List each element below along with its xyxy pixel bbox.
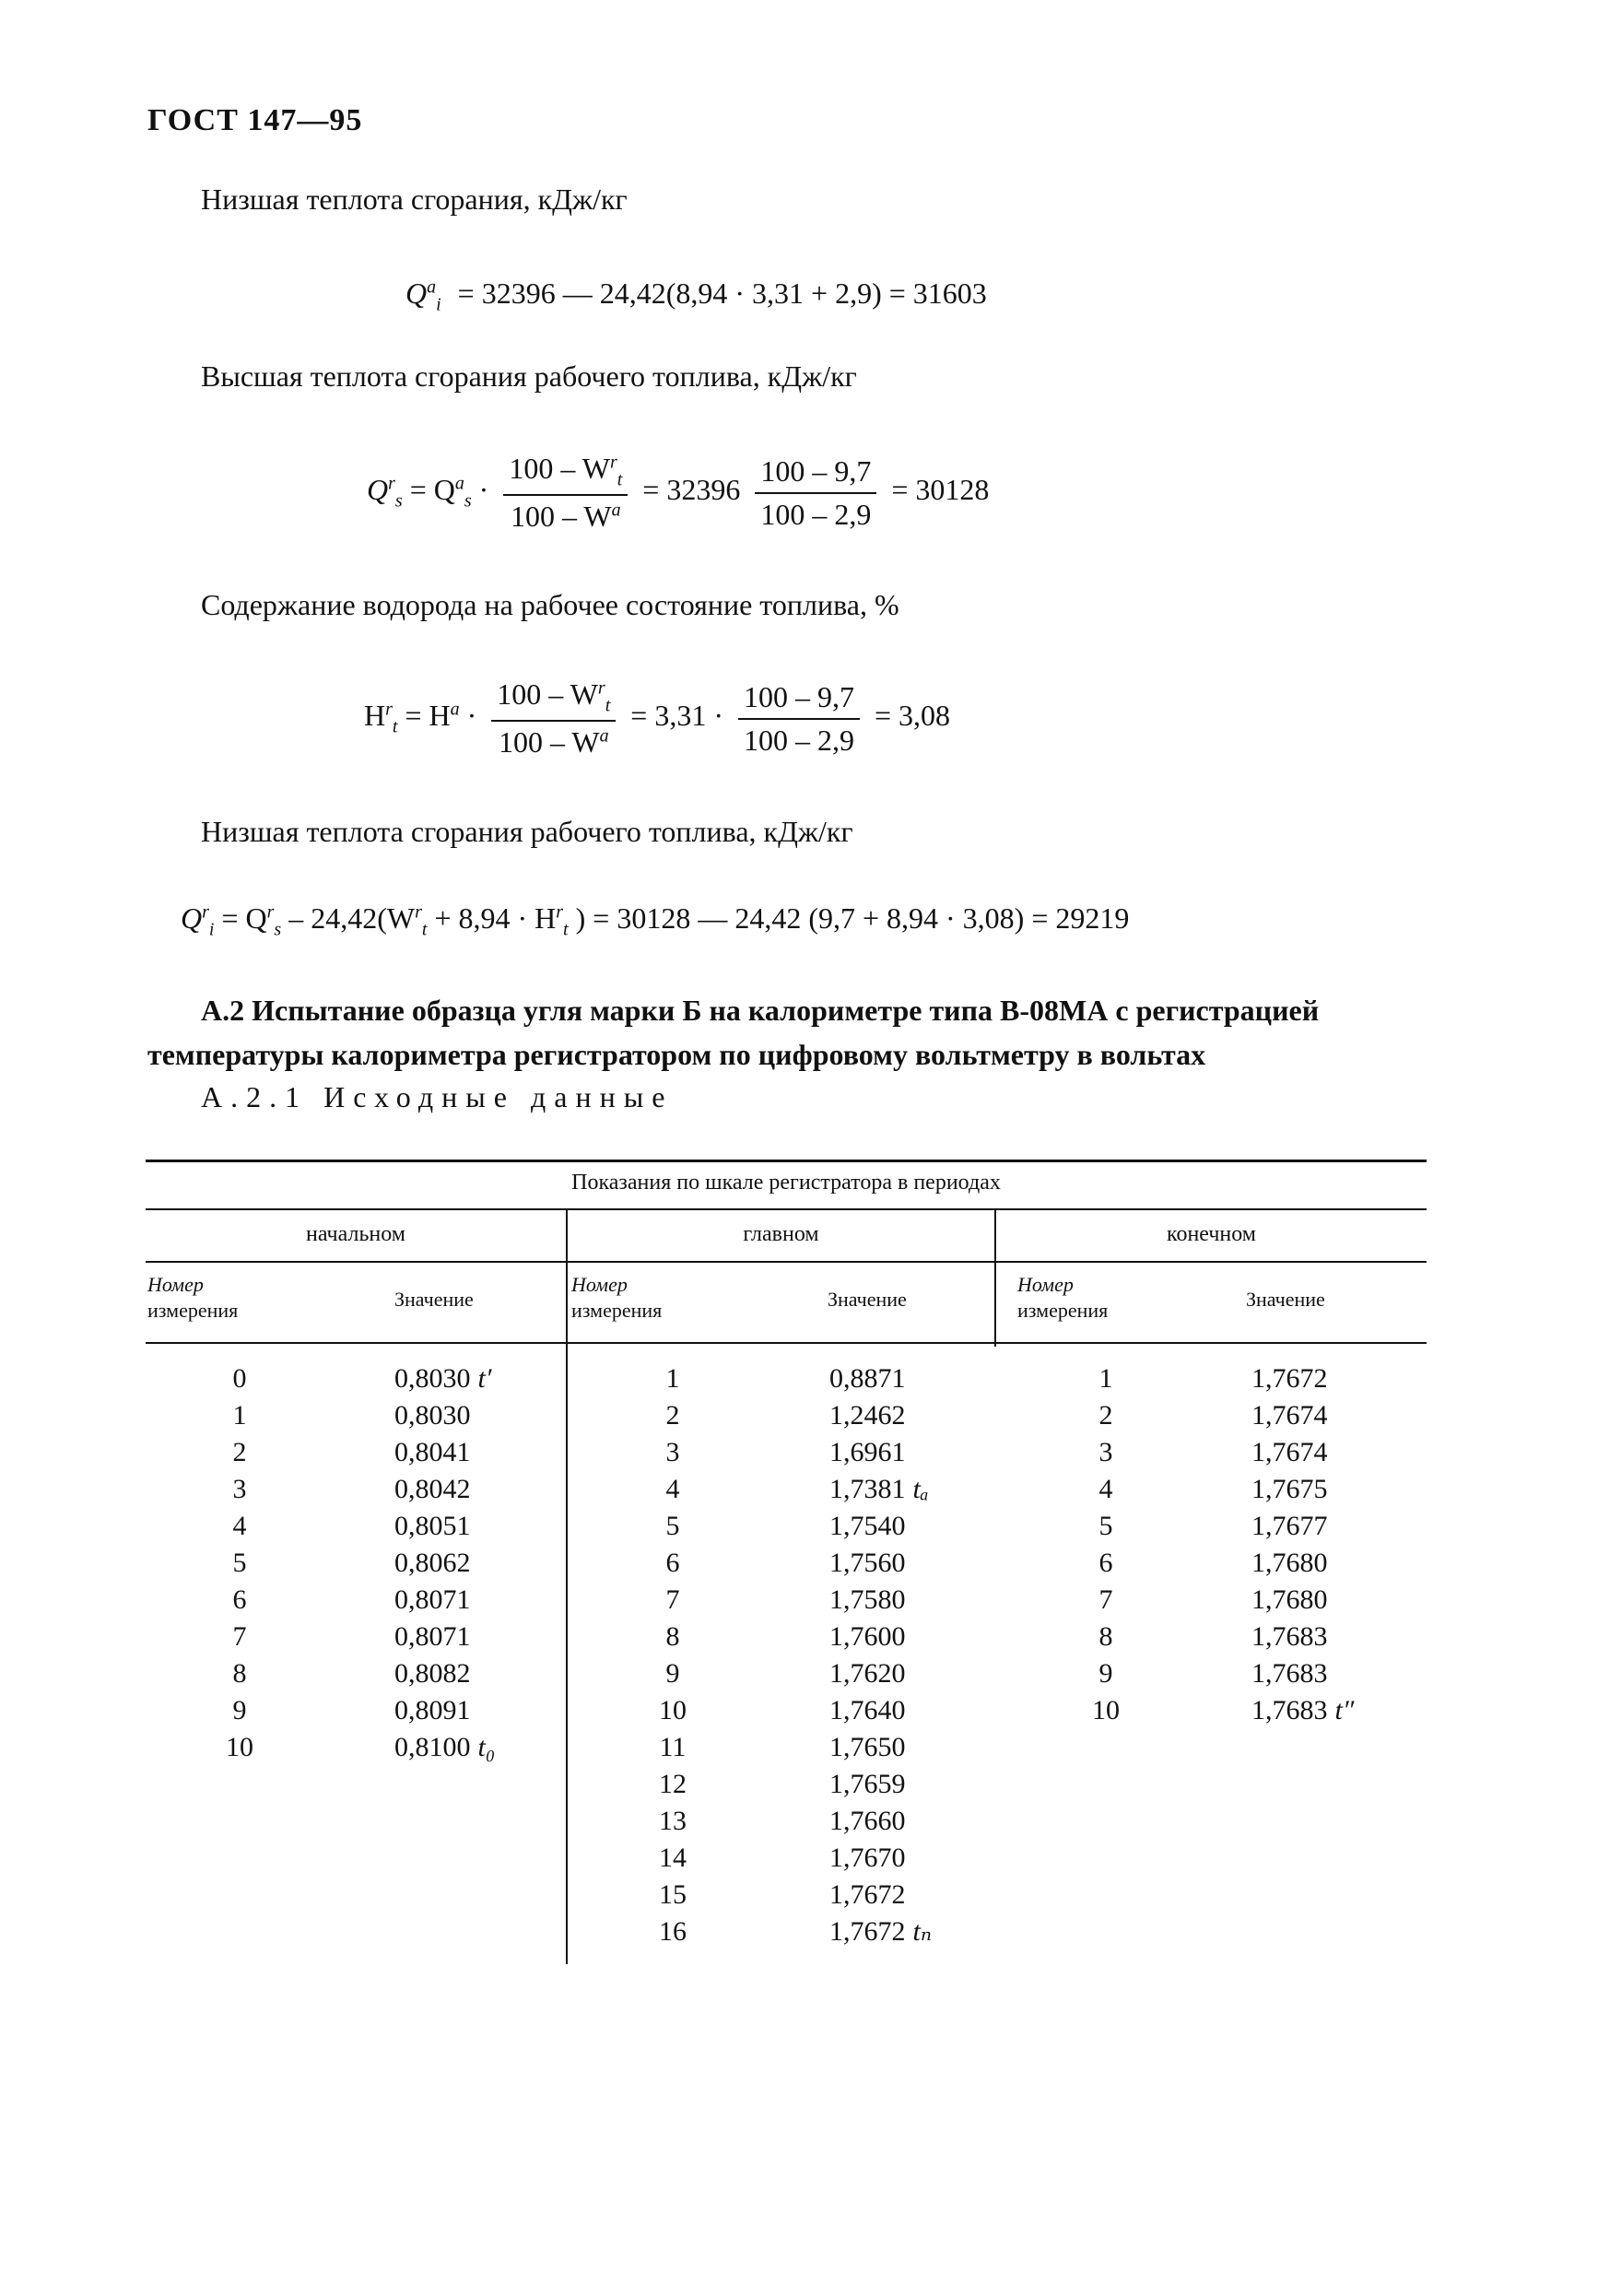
num-header: Номер измерения [1017,1273,1109,1322]
table-cell: 4 [665,1474,680,1504]
table-cell: 1,2462 [829,1400,906,1431]
table-cell: 2 [232,1437,247,1467]
val-header: Значение [1246,1288,1325,1311]
table-rule [146,1261,1427,1263]
table-cell: 0,8042 [394,1474,471,1504]
table-cell: 0,8062 [394,1548,471,1578]
equation-qai: $Q^a_i = 32396$ — 24,42(8,94 · 3,31 + 2,9) = 31603 [405,277,987,315]
table-cell: 1,7680 [1251,1584,1328,1615]
table-cell: 6 [1098,1548,1113,1578]
table-cell: 0,8030 [394,1400,471,1431]
text-higher-heat: Высшая теплота сгорания рабочего топлива, кДж/кг [201,359,857,393]
val-header: Значение [394,1288,474,1311]
table-cell: 3 [232,1474,247,1504]
section-a21-title: А.2.1 Исходные данные [201,1080,674,1113]
table-cell: 7 [665,1584,680,1615]
cell-mark: t″ [1334,1695,1355,1725]
table-cell: 0,8071 [394,1584,471,1615]
section-a2-title: А.2 Испытание образца угля марки Б на калориметре типа В-08МА с регистрацией [201,994,1320,1027]
table-cell: 15 [659,1879,687,1910]
table-cell: 7 [1098,1584,1113,1615]
section-a2-title-cont: температуры калориметра регистратором по цифровому вольтметру в вольтах [147,1038,1206,1071]
cell-mark: t₀ [477,1732,496,1762]
table-cell: 0,8091 [394,1695,471,1725]
table-cell: 14 [659,1843,687,1873]
table-cell: 0,8871 [829,1363,906,1394]
table-cell: 1,7670 [829,1843,906,1873]
cell-mark: tₙ [912,1916,932,1947]
table-cell: 8 [232,1658,247,1689]
final-nums [1069,1360,1143,1729]
table-cell: 0,8071 [394,1621,471,1652]
table-cell: 1,7680 [1251,1548,1328,1578]
table-cell: 1,7672 [829,1879,906,1910]
val-header: Значение [828,1288,907,1311]
table-rule [146,1342,1427,1344]
table-rule [146,1208,1427,1210]
table-cell: 0,8030 t′ [394,1363,492,1394]
table-cell: 1 [665,1363,680,1394]
text-lower-heat-working: Низшая теплота сгорания рабочего топлива, кДж/кг [201,815,853,848]
table-cell: 9 [1098,1658,1113,1689]
table-title: Показания по шкале регистратора в периодах [571,1171,1001,1195]
num-header: Номер измерения [147,1273,239,1322]
table-cell: 1 [1098,1363,1113,1394]
table-cell: 5 [665,1511,680,1541]
table-cell: 1,7672 tₙ [829,1916,932,1947]
table-cell: 1,7659 [829,1769,906,1799]
table-cell: 4 [232,1511,247,1541]
text-hydrogen: Содержание водорода на рабочее состояние топлива, % [201,588,899,621]
table-cell: 0,8082 [394,1658,471,1689]
table-cell: 6 [665,1548,680,1578]
table-cell: 10 [226,1732,253,1762]
table-cell: 1 [232,1400,247,1431]
table-cell: 1,7672 [1251,1363,1328,1394]
table-cell: 11 [659,1732,687,1762]
table-cell: 0,8100 t₀ [394,1732,496,1762]
main-vals [829,1360,995,1950]
table-cell: 1,7540 [829,1511,906,1541]
equation-qri: $Q^r_i = Q^r_s - 24,42(W^r_t + 8,94 \cdot H^r_t$ ) = 30128 — 24,42 (9,7 + 8,94 · 3,08) = 29219 [181,901,1130,940]
table-cell: 9 [232,1695,247,1725]
table-cell: 0,8041 [394,1437,471,1467]
table-cell: 13 [659,1806,687,1836]
cell-mark: t′ [477,1363,492,1394]
table-cell: 3 [1098,1437,1113,1467]
table-cell: 10 [659,1695,687,1725]
final-vals [1251,1360,1417,1729]
table-cell: 1,7677 [1251,1511,1328,1541]
table-cell: 1,7381 tₐ [829,1474,929,1504]
table-cell: 9 [665,1658,680,1689]
table-cell: 1,7660 [829,1806,906,1836]
table-cell: 10 [1092,1695,1120,1725]
table-cell: 8 [1098,1621,1113,1652]
table-cell: 12 [659,1769,687,1799]
main-nums [636,1360,710,1950]
group-initial: начальном [306,1222,405,1246]
table-cell: 1,7580 [829,1584,906,1615]
table-cell: 6 [232,1584,247,1615]
table-cell: 0,8051 [394,1511,471,1541]
table-cell: 1,6961 [829,1437,906,1467]
table-cell: 4 [1098,1474,1113,1504]
cell-mark: tₐ [912,1474,929,1504]
table-cell: 0 [232,1363,247,1394]
text-lower-heat: Низшая теплота сгорания, кДж/кг [201,183,628,216]
table-cell: 3 [665,1437,680,1467]
initial-nums [203,1360,276,1766]
table-cell: 1,7560 [829,1548,906,1578]
table-cell: 5 [1098,1511,1113,1541]
table-cell: 1,7600 [829,1621,906,1652]
table-cell: 1,7620 [829,1658,906,1689]
table-cell: 1,7674 [1251,1437,1328,1467]
table-cell: 1,7683 t″ [1251,1695,1355,1725]
table-cell: 2 [665,1400,680,1431]
table-cell: 1,7674 [1251,1400,1328,1431]
table-cell: 5 [232,1548,247,1578]
equation-hrt: $H^r_t = H^a$ · $\frac{100 - W^r_t}{100 - W^a}$ = 3,31 · $\frac{100 - 9,7}{100 - 2,9}$ = 3,08 [364,677,951,759]
group-main: главном [743,1222,819,1246]
group-final: конечном [1167,1222,1256,1246]
table-cell: 2 [1098,1400,1113,1431]
table-cell: 7 [232,1621,247,1652]
table-cell: 1,7675 [1251,1474,1328,1504]
table-cell: 16 [659,1916,687,1947]
equation-qrs: $Q^r_s = Q^a_s$ · $\frac{100 - W^r_t}{100 - W^a}$ = 32396 $\frac{100 - 9,7}{100 - 2,9}$ = 30128 [367,452,990,534]
table-cell: 1,7640 [829,1695,906,1725]
document-header: ГОСТ 147—95 [147,103,363,137]
table-cell: 1,7683 [1251,1658,1328,1689]
table-cell: 1,7650 [829,1732,906,1762]
table-top-rule [146,1160,1427,1162]
num-header: Номер измерения [571,1273,663,1322]
table-divider [566,1208,568,1964]
table-cell: 1,7683 [1251,1621,1328,1652]
initial-vals [394,1360,560,1766]
table-cell: 8 [665,1621,680,1652]
